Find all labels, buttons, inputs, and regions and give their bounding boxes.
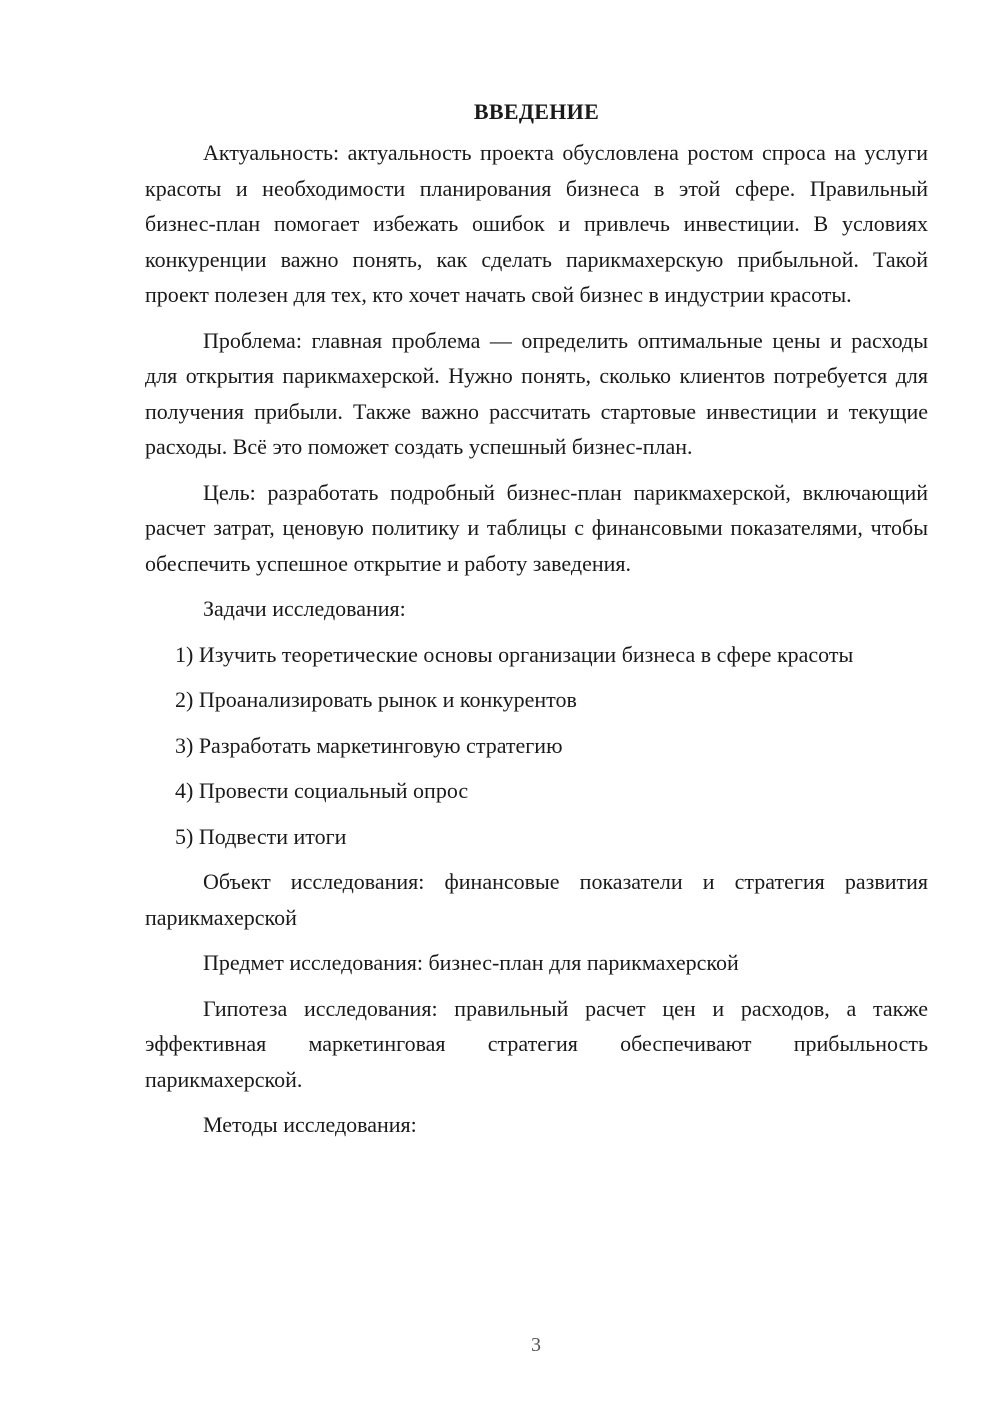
relevance-paragraph: Актуальность: актуальность проекта обусловлена ростом спроса на услуги красоты и необходимости планирования бизнеса в этой сфере. Правильный бизнес-план помогает избежать ошибок и привлечь инвестиции. В условиях конкуренции важно понять, как сделать парикмахерскую прибыльной. Такой проект полезен для тех, кто хочет начать свой бизнес в индустрии красоты. xyxy=(145,140,928,307)
methods-heading: Методы исследования: xyxy=(203,1112,417,1137)
task-item-4: 4) Провести социальный опрос xyxy=(175,778,469,803)
hypothesis-paragraph: Гипотеза исследования: правильный расчет цен и расходов, а также эффективная маркетинговая стратегия обеспечивают прибыльность парикмахерской. xyxy=(145,995,928,1092)
subject-paragraph: Предмет исследования: бизнес-план для парикмахерской xyxy=(203,950,739,975)
task-item-5: 5) Подвести итоги xyxy=(175,823,347,849)
object-paragraph: Объект исследования: финансовые показатели и стратегия развития парикмахерской xyxy=(145,869,928,930)
task-item-1: 1) Изучить теоретические основы организации бизнеса в сфере красоты xyxy=(175,641,854,667)
page-number: 3 xyxy=(531,1334,541,1356)
page-content xyxy=(145,94,928,1153)
problem-paragraph: Проблема: главная проблема — определить оптимальные цены и расходы для открытия парикмахерской. Нужно понять, сколько клиентов потребуется для получения прибыли. Также важно рассчитать стартовые инвестиции и текущие расходы. Всё это поможет создать успешный бизнес-план. xyxy=(145,327,928,459)
task-item-3: 3) Разработать маркетинговую стратегию xyxy=(175,732,563,758)
tasks-heading: Задачи исследования: xyxy=(203,596,406,621)
goal-paragraph: Цель: разработать подробный бизнес-план парикмахерской, включающий расчет затрат, ценовую политику и таблицы с финансовыми показателями, чтобы обеспечить успешное открытие и работу заведения. xyxy=(145,479,928,576)
section-title: ВВЕДЕНИЕ xyxy=(473,99,600,124)
task-item-2: 2) Проанализировать рынок и конкурентов xyxy=(175,687,577,712)
